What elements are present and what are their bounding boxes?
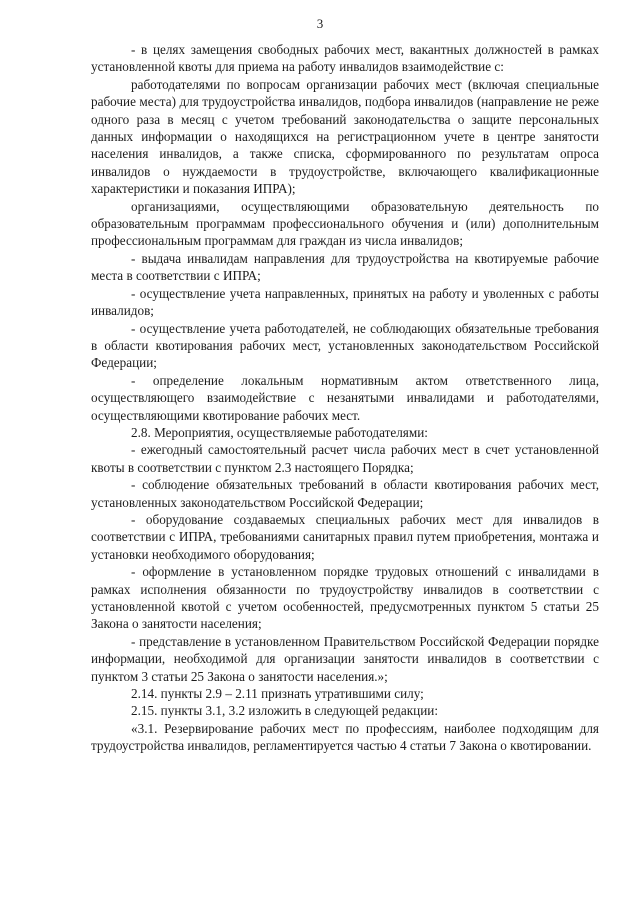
paragraph-compliance: - соблюдение обязательных требований в области квотирования рабочих мест, установленных законодательством Российской Федерации; xyxy=(91,477,599,510)
paragraph-information-submission: - представление в установленном Правительством Российской Федерации порядке информации, необходимой для организации занятости инвалидов в соответствии с пунктом 3 статьи 25 Закона о занятости населения.»; xyxy=(91,633,599,684)
paragraph-educational-organizations: организациями, осуществляющими образовательную деятельность по образовательным программам профессионального обучения и (или) дополнительным профессиональным программам для граждан из числа инвалидов; xyxy=(91,198,599,249)
paragraph-issuing-referrals: - выдача инвалидам направления для трудоустройства на квотируемые рабочие места в соответствии с ИПРА; xyxy=(91,250,599,284)
paragraph-accounting-referred: - осуществление учета направленных, принятых на работу и уволенных с работы инвалидов; xyxy=(91,285,599,319)
paragraph-section-2-14: 2.14. пункты 2.9 – 2.11 признать утратившими силу; xyxy=(131,686,424,702)
paragraph-annual-calculation: - ежегодный самостоятельный расчет числа рабочих мест в счет установленной квоты в соответствии с пунктом 2.3 настоящего Порядка; xyxy=(91,442,599,475)
paragraph-employers: работодателями по вопросам организации рабочих мест (включая специальные рабочие места) для трудоустройства инвалидов, подбора инвалидов (направление не реже одного раза в месяц с учетом требований законодательства о защите персональных данных информации о находящихся на регистрационном учете в центре занятости населения инвалидов, а также списка, сформированного по результатам опроса инвалидов о нуждаемости в трудоустройстве, включающего квалификационные характеристики и показания ИПРА); xyxy=(91,76,599,197)
paragraph-section-2-8: 2.8. Мероприятия, осуществляемые работодателями: xyxy=(131,424,428,440)
paragraph-equipment: - оборудование создаваемых специальных рабочих мест для инвалидов в соответствии с ИПРА, требованиями санитарных правил путем приобретения, монтажа и установки необходимого оборудования; xyxy=(91,511,599,562)
paragraph-interaction-with: - в целях замещения свободных рабочих мест, вакантных должностей в рамках установленной квоты для приема на работу инвалидов взаимодействие с: xyxy=(91,42,599,75)
page-number: 3 xyxy=(316,16,324,31)
document-body xyxy=(91,41,599,755)
paragraph-section-2-15: 2.15. пункты 3.1, 3.2 изложить в следующей редакции: xyxy=(131,703,438,719)
paragraph-responsible-person: - определение локальным нормативным актом ответственного лица, осуществляющего взаимодействие с незанятыми инвалидами и работодателями, осуществляющими квотирование рабочих мест. xyxy=(91,372,599,423)
paragraph-accounting-employers: - осуществление учета работодателей, не соблюдающих обязательные требования в области квотирования рабочих мест, установленных законодательством Российской Федерации; xyxy=(91,320,599,371)
paragraph-labor-relations: - оформление в установленном порядке трудовых отношений с инвалидами в рамках исполнения обязанности по трудоустройству инвалидов в соответствии с установленной квотой с учетом особенностей, предусмотренных пунктом 5 статьи 25 Закона о занятости населения; xyxy=(91,564,599,632)
paragraph-section-3-1: «3.1. Резервирование рабочих мест по профессиям, наиболее подходящим для трудоустройства инвалидов, регламентируется частью 4 статьи 7 Закона о квотировании. xyxy=(91,720,599,754)
